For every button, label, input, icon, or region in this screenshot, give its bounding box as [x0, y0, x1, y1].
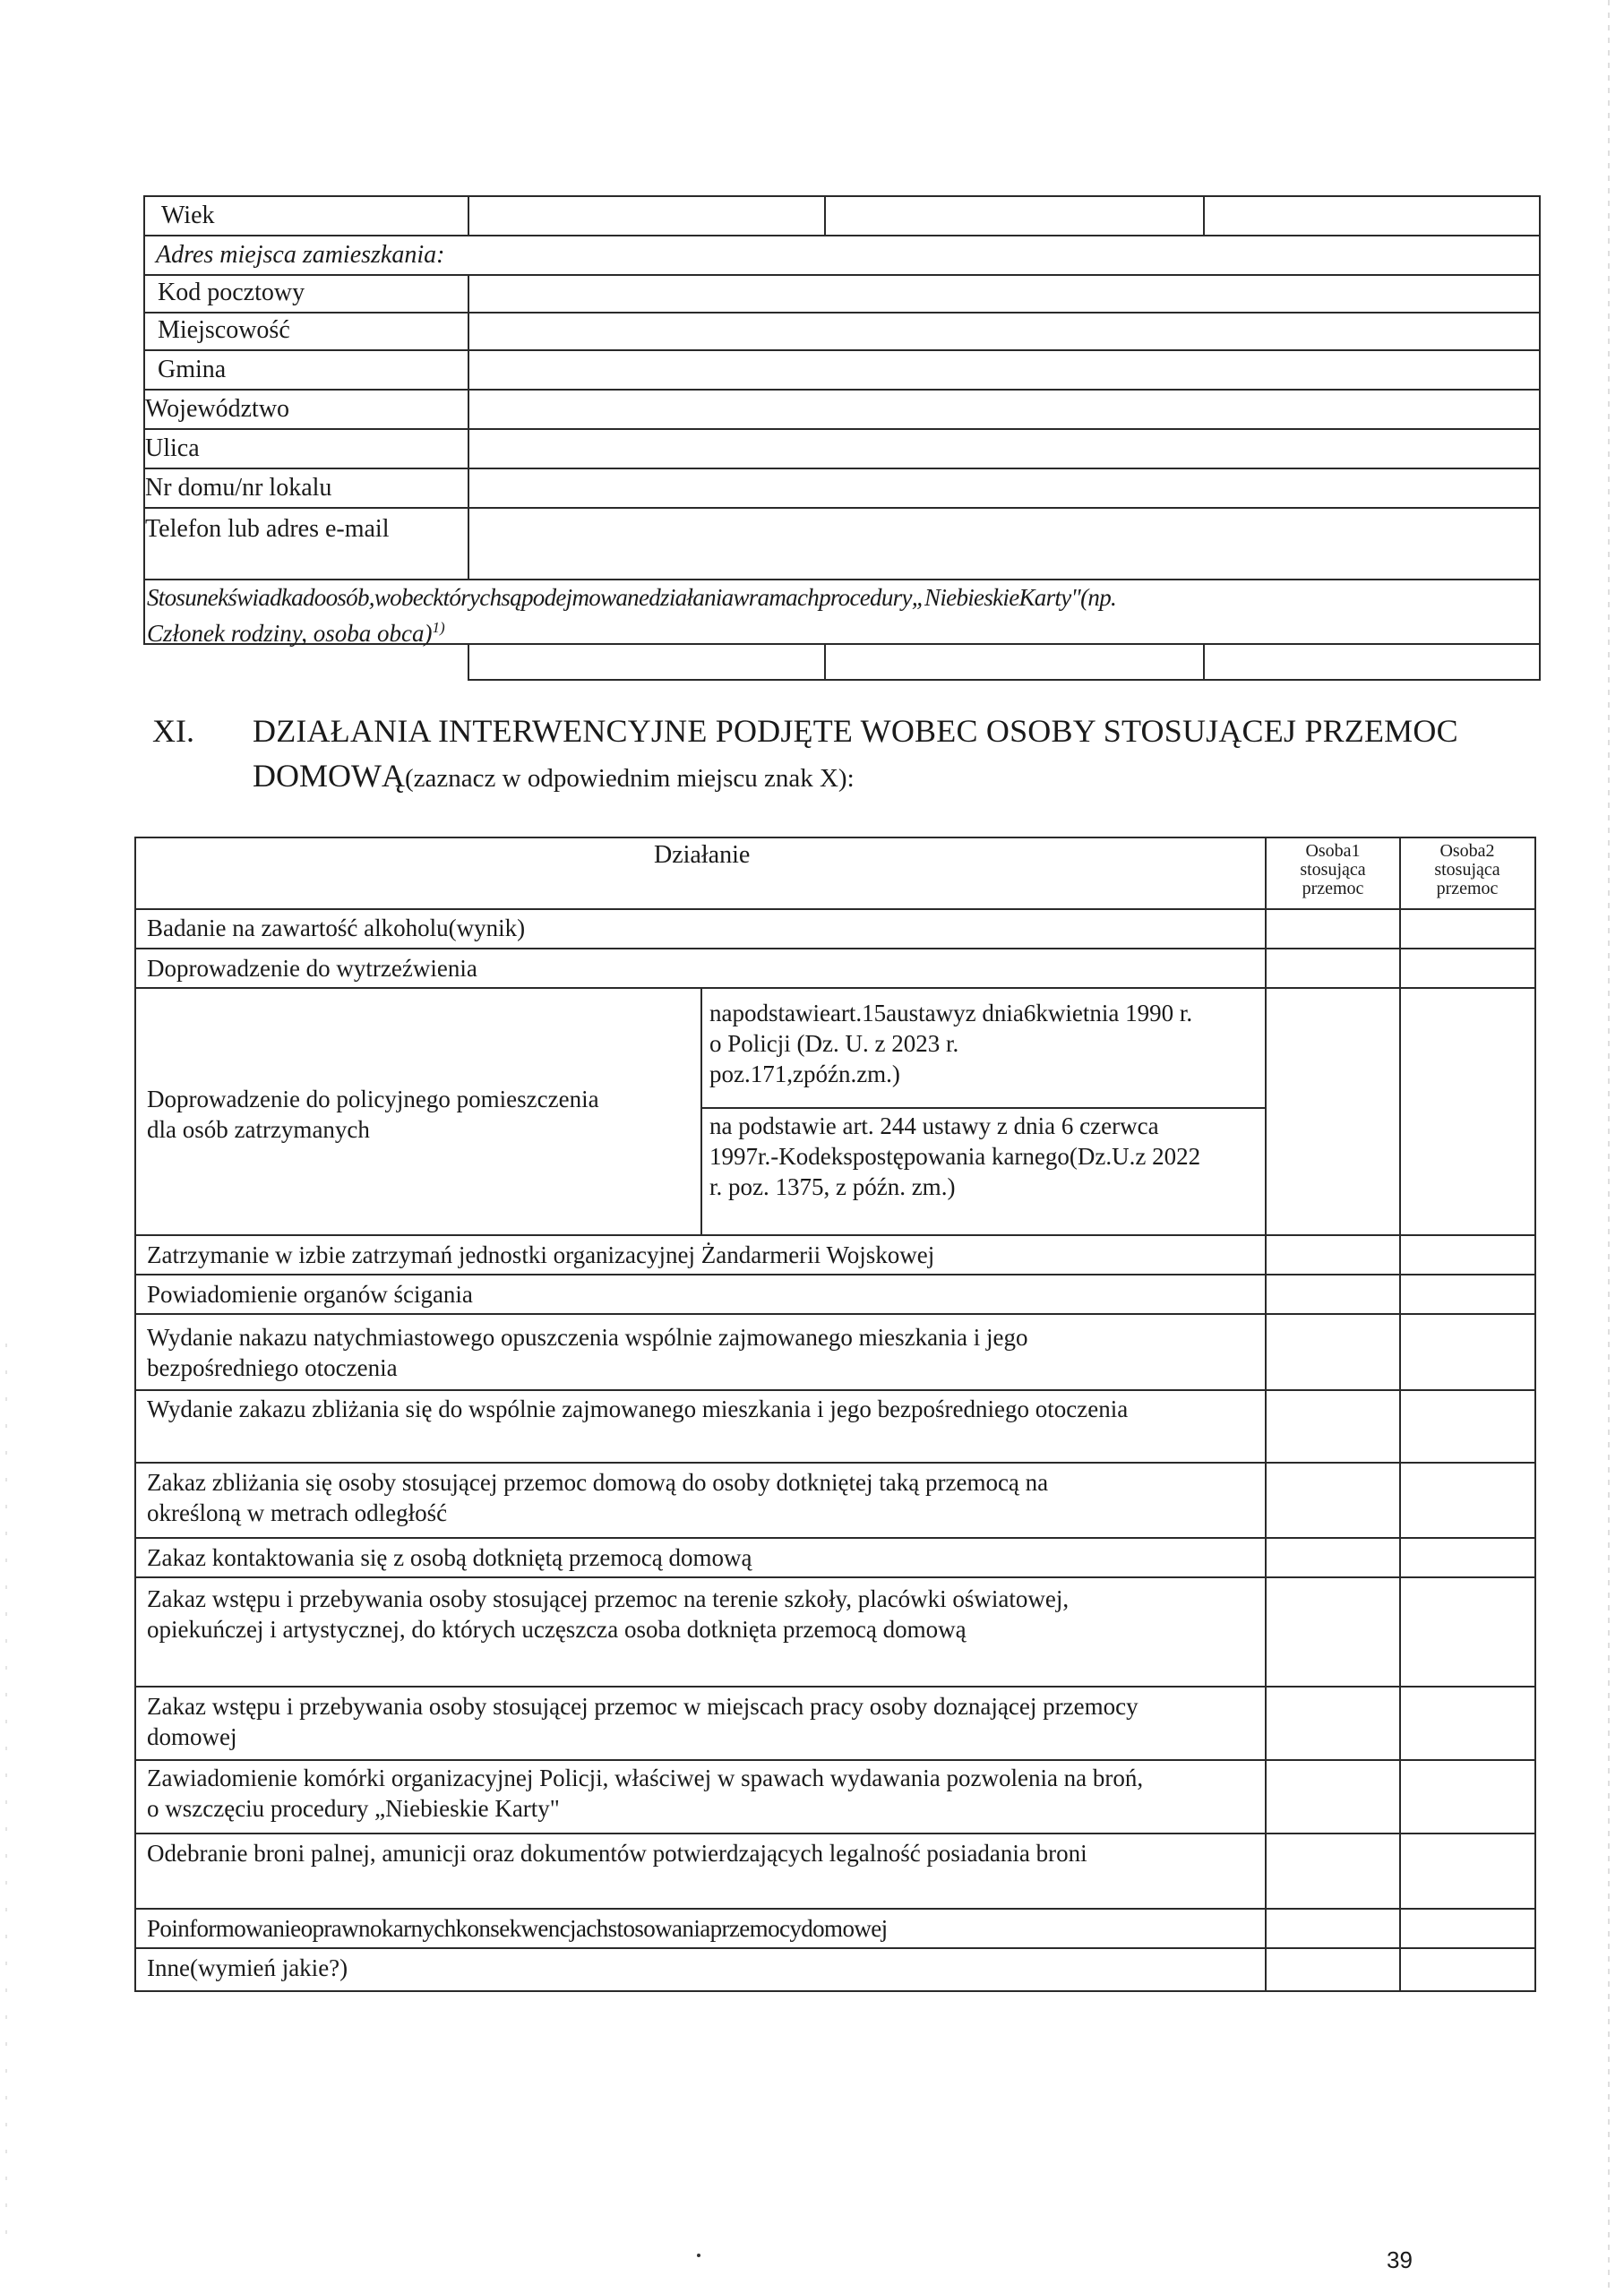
witness-relation-line1: Stosunekświadkadoosób,wobecktórychsąpodejmowanedziałaniawramachprocedury„NiebieskieKarty"(np.: [147, 584, 1117, 611]
scan-edge-artifact-left: [5, 1344, 7, 2239]
row-military-police: Zatrzymanie w izbie zatrzymań jednostki organizacyjnej Żandarmerii Wojskowej: [147, 1241, 935, 1268]
footnote-marker: 1): [432, 619, 445, 636]
row-weapon-seizure: Odebranie broni palnej, amunicji oraz dokumentów potwierdzających legalność posiadania broni: [147, 1840, 1087, 1867]
section-title-line1: DZIAŁANIA INTERWENCYJNE PODJĘTE WOBEC OSOBY STOSUJĄCEJ PRZEMOC: [253, 713, 1458, 749]
label-age: Wiek: [161, 202, 215, 229]
scan-dot: [697, 2254, 700, 2257]
header-person2: Osoba2 stosująca przemoc: [1434, 841, 1500, 898]
row-police-room: Doprowadzenie do policyjnego pomieszczenia dla osób zatrzymanych: [147, 1086, 599, 1143]
section-number: XI.: [152, 713, 194, 749]
label-street: Ulica: [145, 434, 200, 462]
person-data-table: [143, 195, 1541, 681]
witness-relation-line2: Członek rodziny, osoba obca): [147, 620, 433, 647]
row-school-ban: Zakaz wstępu i przebywania osoby stosującej przemoc na terenie szkoły, placówki oświatowej, opiekuńczej i artystycznej, do których uczęszcza osoba dotknięta przemocą domową: [147, 1585, 1070, 1643]
row-approach-ban-home: Wydanie zakazu zbliżania się do wspólnie zajmowanego mieszkania i jego bezpośredniego otoczenia: [147, 1396, 1129, 1422]
row-approach-ban-person: Zakaz zbliżania się osoby stosującej przemoc domową do osoby dotkniętej taką przemocą na określoną w metrach odległość: [147, 1469, 1049, 1526]
label-city: Miejscowość: [158, 316, 290, 344]
label-phone-email: Telefon lub adres e-mail: [145, 515, 390, 543]
row-alcohol-test: Badanie na zawartość alkoholu(wynik): [147, 915, 526, 941]
legal-basis-police-act: napodstawieart.15austawyz dnia6kwietnia 1990 r. o Policji (Dz. U. z 2023 r. poz.171,zpóźn.zm.): [709, 1000, 1193, 1087]
label-voivodeship: Województwo: [145, 395, 290, 423]
row-workplace-ban: Zakaz wstępu i przebywania osoby stosującej przemoc w miejscach pracy osoby doznającej przemocy domowej: [147, 1693, 1139, 1750]
label-postal-code: Kod pocztowy: [158, 279, 305, 306]
row-notify-authorities: Powiadomienie organów ścigania: [147, 1281, 473, 1308]
row-other: Inne(wymień jakie?): [147, 1954, 348, 1981]
row-contact-ban: Zakaz kontaktowania się z osobą dotkniętą przemocą domową: [147, 1544, 752, 1571]
label-address-header: Adres miejsca zamieszkania:: [156, 241, 445, 269]
section-title-note: (zaznacz w odpowiednim miejscu znak X):: [404, 764, 855, 793]
row-sobering: Doprowadzenie do wytrzeźwienia: [147, 955, 477, 982]
section-title-line2: DOMOWĄ: [253, 758, 405, 794]
scan-edge-artifact: [1608, 0, 1610, 2293]
label-municipality: Gmina: [158, 356, 227, 383]
row-legal-consequences-info: Poinformowanieoprawnokarnychkonsekwencjachstosowaniaprzemocydomowej: [147, 1915, 888, 1942]
header-action: Działanie: [654, 841, 751, 869]
intervention-actions-table: [134, 837, 1536, 1992]
page-number: 39: [1387, 2246, 1413, 2273]
row-eviction-order: Wydanie nakazu natychmiastowego opuszczenia wspólnie zajmowanego mieszkania i jego bezpośredniego otoczenia: [147, 1324, 1028, 1381]
legal-basis-criminal-code: na podstawie art. 244 ustawy z dnia 6 czerwca 1997r.-Kodekspostępowania karnego(Dz.U.z 2022 r. poz. 1375, z późn. zm.): [709, 1112, 1201, 1200]
header-person1: Osoba1 stosująca przemoc: [1300, 841, 1366, 898]
label-witness-relation: [147, 582, 1401, 648]
row-weapon-unit-notice: Zawiadomienie komórki organizacyjnej Policji, właściwej w spawach wydawania pozwolenia na broń, o wszczęciu procedury „Niebieskie Karty": [147, 1765, 1144, 1822]
label-house-number: Nr domu/nr lokalu: [145, 474, 332, 502]
